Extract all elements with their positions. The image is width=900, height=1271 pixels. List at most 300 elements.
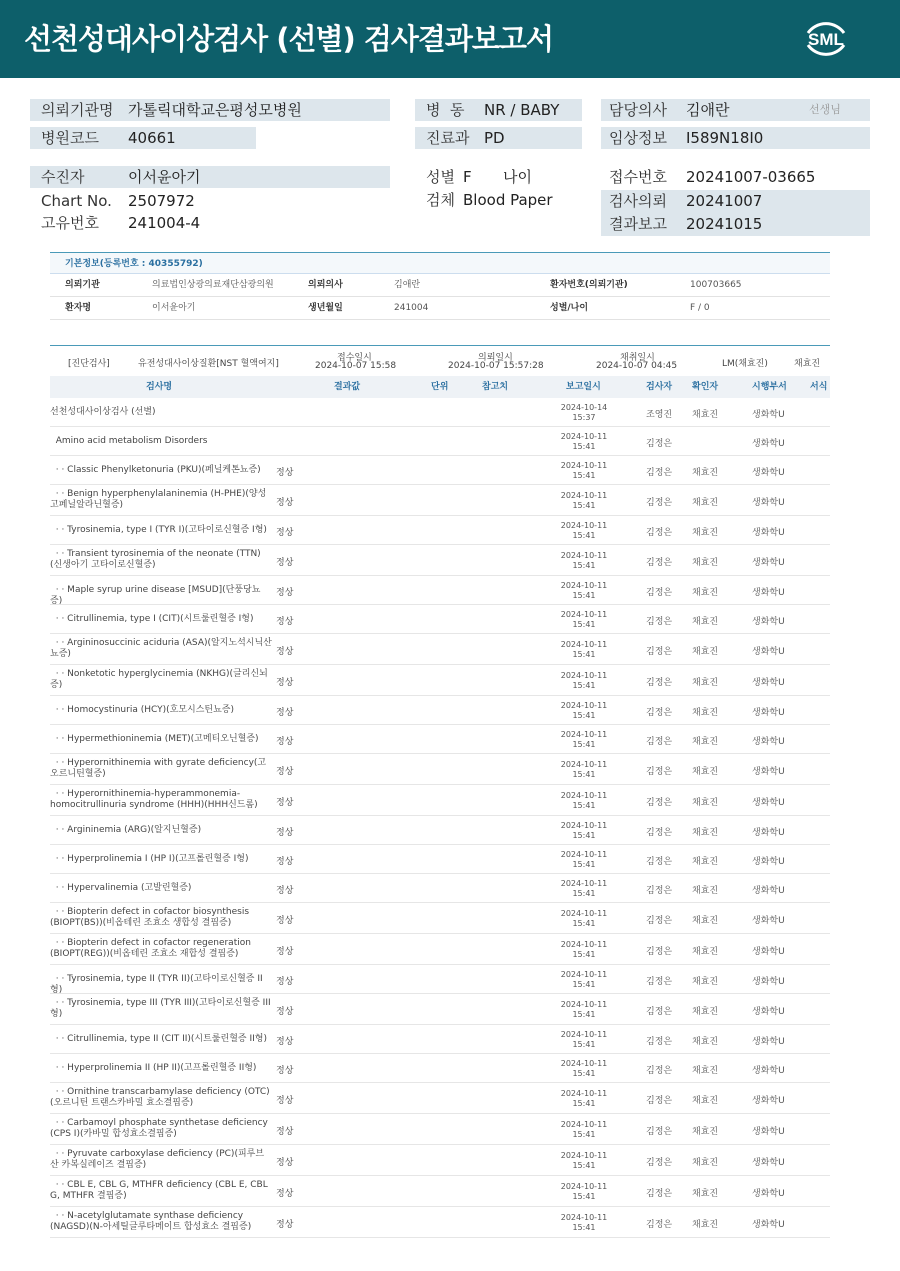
hospital-code-label: 병원코드 bbox=[41, 129, 99, 147]
basic-info-row bbox=[50, 274, 830, 297]
tester: 김정은 bbox=[646, 708, 673, 718]
report-date: 2024-10-11 bbox=[560, 1213, 608, 1222]
report-time: 15:41 bbox=[572, 770, 596, 779]
tester: 김정은 bbox=[646, 468, 673, 478]
confirmer: 채효진 bbox=[692, 1220, 719, 1230]
confirmer: 채효진 bbox=[692, 647, 719, 657]
report-date: 2024-10-11 bbox=[560, 640, 608, 649]
test-result: 정상 bbox=[276, 468, 294, 478]
table-row bbox=[50, 576, 830, 605]
test-name: · · Hyperornithinemia with gyrate deficiency(고오르니틴혈증) bbox=[50, 758, 267, 779]
test-name: · · CBL E, CBL G, MTHFR deficiency (CBL E, CBL G, MTHFR 결핍증) bbox=[50, 1180, 271, 1201]
department: 생화학U bbox=[752, 947, 785, 957]
tester: 김정은 bbox=[646, 647, 673, 657]
basic-info-title: 기본정보(등록번호 : 40355792) bbox=[50, 252, 830, 274]
report-datetime bbox=[556, 551, 612, 571]
test-result: 정상 bbox=[276, 558, 294, 568]
report-time: 15:41 bbox=[572, 1099, 596, 1108]
test-result: 정상 bbox=[276, 678, 294, 688]
report-datetime bbox=[556, 432, 612, 452]
results-table bbox=[50, 345, 830, 1238]
confirmer: 채효진 bbox=[692, 708, 719, 718]
report-datetime bbox=[556, 730, 612, 750]
col-test-name: 검사명 bbox=[146, 382, 173, 392]
test-result: 정상 bbox=[276, 798, 294, 808]
test-name: · · Ornithine transcarbamylase deficiency (OTC)(오르니틴 트랜스카바밀 효소결핍증) bbox=[50, 1087, 270, 1108]
tester: 김정은 bbox=[646, 588, 673, 598]
report-datetime bbox=[556, 461, 612, 481]
test-result: 정상 bbox=[276, 1007, 294, 1017]
report-datetime bbox=[556, 581, 612, 601]
test-name: · · Citrullinemia, type I (CIT)(시트룰린혈증 I형) bbox=[50, 614, 254, 624]
tester: 김정은 bbox=[646, 439, 673, 449]
sex-value: F bbox=[463, 168, 472, 186]
field-department bbox=[415, 127, 582, 149]
report-date: 2024-10-11 bbox=[560, 760, 608, 769]
test-name: · · Argininosuccinic aciduria (ASA)(알지노석시닉산뇨증) bbox=[50, 638, 272, 659]
basic-info-section bbox=[50, 252, 830, 320]
table-row bbox=[50, 1207, 830, 1238]
department: 생화학U bbox=[752, 588, 785, 598]
field-ward bbox=[415, 99, 582, 121]
test-result: 정상 bbox=[276, 1037, 294, 1047]
report-time: 15:41 bbox=[572, 591, 596, 600]
basic-info-row bbox=[50, 297, 830, 320]
hospital-code-value: 40661 bbox=[128, 129, 176, 147]
tester: 김정은 bbox=[646, 1220, 673, 1230]
report-time: 15:41 bbox=[572, 740, 596, 749]
tester: 김정은 bbox=[646, 498, 673, 508]
department: 생화학U bbox=[752, 410, 785, 420]
field-doctor bbox=[601, 99, 870, 121]
report-date: 2024-10-11 bbox=[560, 821, 608, 830]
report-date: 2024-10-11 bbox=[560, 940, 608, 949]
report-date: 2024-10-11 bbox=[560, 970, 608, 979]
department: 생화학U bbox=[752, 767, 785, 777]
clinical-info-value: I589N18I0 bbox=[686, 129, 764, 147]
confirmer: 채효진 bbox=[692, 1096, 719, 1106]
report-datetime bbox=[556, 791, 612, 811]
report-datetime bbox=[556, 701, 612, 721]
confirmer: 채효진 bbox=[692, 1066, 719, 1076]
table-row bbox=[50, 874, 830, 903]
receipt-label: 접수일시 bbox=[337, 353, 372, 363]
test-result: 정상 bbox=[276, 588, 294, 598]
tester: 김정은 bbox=[646, 1096, 673, 1106]
table-body bbox=[50, 398, 830, 1238]
table-row bbox=[50, 934, 830, 965]
report-datetime bbox=[556, 970, 612, 990]
report-title: 선천성대사이상검사 (선별) 검사결과보고서 bbox=[24, 22, 553, 56]
report-date: 2024-10-11 bbox=[560, 701, 608, 710]
test-name: · · Transient tyrosinemia of the neonate (TTN)(신생아기 고타이로신혈증) bbox=[50, 549, 261, 570]
department: 생화학U bbox=[752, 468, 785, 478]
basic-value: 김애란 bbox=[394, 280, 421, 290]
tester: 김정은 bbox=[646, 1007, 673, 1017]
report-datetime bbox=[556, 610, 612, 630]
sml-logo bbox=[800, 13, 852, 65]
basic-key: 의뢰기관 bbox=[65, 280, 100, 290]
department: 생화학U bbox=[752, 498, 785, 508]
report-datetime bbox=[556, 491, 612, 511]
patient-label: 수진자 bbox=[41, 168, 85, 186]
collect-time: 2024-10-07 04:45 bbox=[596, 361, 678, 371]
report-time: 15:41 bbox=[572, 561, 596, 570]
tester: 김정은 bbox=[646, 798, 673, 808]
field-unique-no bbox=[30, 212, 390, 234]
tester: 김정은 bbox=[646, 1066, 673, 1076]
table-row bbox=[50, 398, 830, 427]
col-result: 결과값 bbox=[334, 382, 361, 392]
test-name: · · Argininemia (ARG)(알지닌혈증) bbox=[50, 825, 202, 835]
confirmer: 채효진 bbox=[692, 767, 719, 777]
table-row bbox=[50, 516, 830, 545]
department: 생화학U bbox=[752, 647, 785, 657]
report-datetime bbox=[556, 1182, 612, 1202]
report-datetime bbox=[556, 940, 612, 960]
test-result: 정상 bbox=[276, 977, 294, 987]
test-name: · · N-acetylglutamate synthase deficiency (NAGSD)(N-아세틸글루타메이트 합성효소 결핍증) bbox=[50, 1211, 252, 1232]
test-name: · · Homocystinuria (HCY)(호모시스틴뇨증) bbox=[50, 705, 234, 715]
report-time: 15:41 bbox=[572, 531, 596, 540]
report-date: 2024-10-11 bbox=[560, 1000, 608, 1009]
table-row bbox=[50, 427, 830, 456]
report-date: 2024-10-11 bbox=[560, 879, 608, 888]
table-row bbox=[50, 816, 830, 845]
test-result: 정상 bbox=[276, 1189, 294, 1199]
tester: 김정은 bbox=[646, 1189, 673, 1199]
test-result: 정상 bbox=[276, 886, 294, 896]
table-row bbox=[50, 754, 830, 785]
basic-key: 환자명 bbox=[65, 303, 92, 313]
report-datetime bbox=[556, 1059, 612, 1079]
report-header bbox=[0, 0, 900, 78]
test-name: · · Nonketotic hyperglycinemia (NKHG)(글리신뇌증) bbox=[50, 669, 268, 690]
report-time: 15:41 bbox=[572, 620, 596, 629]
test-result: 정상 bbox=[276, 708, 294, 718]
logo-text: SML bbox=[808, 30, 844, 49]
department: 생화학U bbox=[752, 828, 785, 838]
test-result: 정상 bbox=[276, 1158, 294, 1168]
report-datetime bbox=[556, 760, 612, 780]
test-name: 선천성대사이상검사 (선별) bbox=[50, 407, 156, 417]
table-row bbox=[50, 845, 830, 874]
report-datetime bbox=[556, 850, 612, 870]
test-name: · · Biopterin defect in cofactor biosynthesis (BIOPT(BS))(비옵테린 조효소 생합성 결핍증) bbox=[50, 907, 252, 928]
test-name: · · Carbamoyl phosphate synthetase deficiency (CPS I)(카바밀 합성효소결핍증) bbox=[50, 1118, 271, 1139]
receipt-time: 2024-10-07 15:58 bbox=[315, 361, 397, 371]
report-date: 2024-10-11 bbox=[560, 551, 608, 560]
request-label: 의뢰일시 bbox=[478, 353, 513, 363]
report-time: 15:41 bbox=[572, 980, 596, 989]
department: 생화학U bbox=[752, 708, 785, 718]
test-result: 정상 bbox=[276, 1127, 294, 1137]
report-date: 2024-10-11 bbox=[560, 491, 608, 500]
col-format: 서식 bbox=[810, 382, 828, 392]
field-dates-box bbox=[601, 190, 870, 236]
test-name: · · Maple syrup urine disease [MSUD](단풍당뇨증) bbox=[50, 585, 261, 606]
confirmer: 채효진 bbox=[692, 798, 719, 808]
department: 생화학U bbox=[752, 1158, 785, 1168]
report-time: 15:41 bbox=[572, 831, 596, 840]
test-result: 정상 bbox=[276, 737, 294, 747]
table-row bbox=[50, 605, 830, 634]
ward-value: NR / BABY bbox=[484, 101, 560, 119]
specimen-label: 검체 bbox=[426, 191, 455, 209]
request-date-value: 20241007 bbox=[686, 192, 763, 210]
report-date: 2024-10-11 bbox=[560, 1059, 608, 1068]
table-row bbox=[50, 1176, 830, 1207]
tester: 김정은 bbox=[646, 528, 673, 538]
test-name: · · Tyrosinemia, type I (TYR I)(고타이로신혈증 I형) bbox=[50, 525, 267, 535]
tester: 김정은 bbox=[646, 558, 673, 568]
report-time: 15:41 bbox=[572, 471, 596, 480]
table-row bbox=[50, 1145, 830, 1176]
field-hospital-code bbox=[30, 127, 256, 149]
unique-no-label: 고유번호 bbox=[41, 214, 99, 232]
table-row bbox=[50, 696, 830, 725]
confirmer: 채효진 bbox=[692, 588, 719, 598]
department: 생화학U bbox=[752, 1220, 785, 1230]
report-date: 2024-10-11 bbox=[560, 850, 608, 859]
confirmer: 채효진 bbox=[692, 828, 719, 838]
test-name: · · Classic Phenylketonuria (PKU)(페닐케톤뇨증) bbox=[50, 465, 261, 475]
col-confirmer: 확인자 bbox=[692, 382, 719, 392]
basic-key: 생년월일 bbox=[308, 303, 343, 313]
ward-label: 병 동 bbox=[426, 101, 465, 119]
confirmer: 채효진 bbox=[692, 886, 719, 896]
chart-no-label: Chart No. bbox=[41, 192, 112, 210]
report-time: 15:41 bbox=[572, 1130, 596, 1139]
col-report-time: 보고일시 bbox=[566, 382, 601, 392]
tester: 김정은 bbox=[646, 737, 673, 747]
col-tester: 검사자 bbox=[646, 382, 673, 392]
report-date: 2024-10-11 bbox=[560, 1030, 608, 1039]
tester: 김정은 bbox=[646, 977, 673, 987]
department-label: 진료과 bbox=[426, 129, 470, 147]
table-row bbox=[50, 665, 830, 696]
report-date: 2024-10-11 bbox=[560, 730, 608, 739]
report-datetime bbox=[556, 1000, 612, 1020]
tester: 김정은 bbox=[646, 1127, 673, 1137]
table-row bbox=[50, 1025, 830, 1054]
test-name: · · Tyrosinemia, type III (TYR III)(고타이로신혈증 III형) bbox=[50, 998, 271, 1019]
table-row bbox=[50, 485, 830, 516]
basic-value: F / 0 bbox=[690, 303, 710, 313]
department: 생화학U bbox=[752, 1189, 785, 1199]
report-datetime bbox=[556, 879, 612, 899]
department: 생화학U bbox=[752, 678, 785, 688]
confirmer: 채효진 bbox=[692, 1158, 719, 1168]
report-time: 15:41 bbox=[572, 1040, 596, 1049]
department: 생화학U bbox=[752, 977, 785, 987]
confirmer: 채효진 bbox=[692, 916, 719, 926]
report-datetime bbox=[556, 1213, 612, 1233]
confirmer: 채효진 bbox=[692, 1037, 719, 1047]
report-datetime bbox=[556, 521, 612, 541]
table-row bbox=[50, 903, 830, 934]
test-name: · · Biopterin defect in cofactor regeneration (BIOPT(REG))(비옵테린 조효소 재합성 결핍증) bbox=[50, 938, 254, 959]
age-label: 나이 bbox=[503, 168, 532, 186]
report-time: 15:41 bbox=[572, 1192, 596, 1201]
field-sex-age bbox=[415, 166, 582, 188]
report-time: 15:41 bbox=[572, 889, 596, 898]
report-time: 15:41 bbox=[572, 801, 596, 810]
test-name: · · Hyperprolinemia I (HP I)(고프롤린혈증 I형) bbox=[50, 854, 249, 864]
report-date: 2024-10-11 bbox=[560, 610, 608, 619]
doctor-suffix: 선생님 bbox=[809, 103, 841, 116]
report-datetime bbox=[556, 909, 612, 929]
report-date: 2024-10-11 bbox=[560, 1120, 608, 1129]
department: 생화학U bbox=[752, 439, 785, 449]
department: 생화학U bbox=[752, 737, 785, 747]
report-time: 15:37 bbox=[572, 413, 596, 422]
report-time: 15:41 bbox=[572, 501, 596, 510]
confirmer: 채효진 bbox=[692, 678, 719, 688]
report-time: 15:41 bbox=[572, 1010, 596, 1019]
department-value: PD bbox=[484, 129, 505, 147]
department: 생화학U bbox=[752, 558, 785, 568]
report-date: 2024-10-14 bbox=[560, 403, 608, 412]
department: 생화학U bbox=[752, 1007, 785, 1017]
test-name: · · Benign hyperphenylalaninemia (H-PHE)(양성 고페닐알라닌혈증) bbox=[50, 489, 270, 510]
confirmer: 채효진 bbox=[692, 498, 719, 508]
report-date: 2024-10-11 bbox=[560, 791, 608, 800]
report-time: 15:41 bbox=[572, 919, 596, 928]
department: 생화학U bbox=[752, 1127, 785, 1137]
field-patient bbox=[30, 166, 390, 188]
test-result: 정상 bbox=[276, 828, 294, 838]
field-clinical-info bbox=[601, 127, 870, 149]
report-datetime bbox=[556, 1089, 612, 1109]
department: 생화학U bbox=[752, 1066, 785, 1076]
tester: 김정은 bbox=[646, 1158, 673, 1168]
table-row bbox=[50, 456, 830, 485]
tester: 김정은 bbox=[646, 1037, 673, 1047]
table-row bbox=[50, 1054, 830, 1083]
department: 생화학U bbox=[752, 528, 785, 538]
test-result: 정상 bbox=[276, 947, 294, 957]
tester: 김정은 bbox=[646, 678, 673, 688]
department: 생화학U bbox=[752, 857, 785, 867]
basic-value: 이서윤아기 bbox=[152, 303, 196, 313]
lm-name: 채효진 bbox=[794, 359, 821, 369]
basic-value: 의료법인상광의료재단삼광의원 bbox=[152, 280, 274, 290]
confirmer: 채효진 bbox=[692, 528, 719, 538]
test-name: · · Hyperornithinemia-hyperammonemia-homocitrullinuria syndrome (HHH)(HHH신드롬) bbox=[50, 789, 258, 810]
department: 생화학U bbox=[752, 886, 785, 896]
table-header bbox=[50, 376, 830, 398]
tester: 김정은 bbox=[646, 947, 673, 957]
confirmer: 채효진 bbox=[692, 617, 719, 627]
confirmer: 채효진 bbox=[692, 410, 719, 420]
receipt-no-label: 접수번호 bbox=[609, 168, 667, 186]
diagnosis-label: [진단검사] bbox=[68, 359, 110, 369]
unique-no-value: 241004-4 bbox=[128, 214, 201, 232]
tester: 김정은 bbox=[646, 857, 673, 867]
institution-label: 의뢰기관명 bbox=[41, 101, 114, 119]
report-date: 2024-10-11 bbox=[560, 1089, 608, 1098]
basic-key: 의뢰의사 bbox=[308, 280, 343, 290]
report-datetime bbox=[556, 403, 612, 423]
test-name: · · Tyrosinemia, type II (TYR II)(고타이로신혈증 II형) bbox=[50, 974, 263, 995]
report-date-value: 20241015 bbox=[686, 215, 763, 233]
request-time: 2024-10-07 15:57:28 bbox=[448, 361, 544, 371]
report-date: 2024-10-11 bbox=[560, 1182, 608, 1191]
report-time: 15:41 bbox=[572, 1223, 596, 1232]
test-name: · · Hyperprolinemia II (HP II)(고프롤린혈증 II형) bbox=[50, 1063, 257, 1073]
report-datetime bbox=[556, 821, 612, 841]
basic-key: 성별/나이 bbox=[550, 303, 589, 313]
table-row bbox=[50, 994, 830, 1025]
table-row bbox=[50, 1114, 830, 1145]
report-date: 2024-10-11 bbox=[560, 461, 608, 470]
col-department: 시행부서 bbox=[752, 382, 787, 392]
tester: 김정은 bbox=[646, 886, 673, 896]
test-result: 정상 bbox=[276, 1096, 294, 1106]
report-datetime bbox=[556, 1030, 612, 1050]
basic-value: 241004 bbox=[394, 303, 429, 313]
test-name: · · Citrullinemia, type II (CIT II)(시트룰린혈증 II형) bbox=[50, 1034, 267, 1044]
report-date: 2024-10-11 bbox=[560, 909, 608, 918]
diagnosis-info-row bbox=[50, 345, 830, 376]
confirmer: 채효진 bbox=[692, 468, 719, 478]
report-time: 15:41 bbox=[572, 442, 596, 451]
report-time: 15:41 bbox=[572, 681, 596, 690]
col-reference: 참고치 bbox=[482, 382, 509, 392]
confirmer: 채효진 bbox=[692, 947, 719, 957]
confirmer: 채효진 bbox=[692, 857, 719, 867]
report-date: 2024-10-11 bbox=[560, 1151, 608, 1160]
test-result: 정상 bbox=[276, 647, 294, 657]
report-datetime bbox=[556, 1120, 612, 1140]
tester: 조영진 bbox=[646, 410, 673, 420]
test-name: Amino acid metabolism Disorders bbox=[50, 436, 208, 446]
field-chart-no bbox=[30, 190, 390, 212]
test-result: 정상 bbox=[276, 528, 294, 538]
clinical-info-label: 임상정보 bbox=[609, 129, 667, 147]
field-specimen bbox=[415, 189, 582, 211]
report-date: 2024-10-11 bbox=[560, 671, 608, 680]
chart-no-value: 2507972 bbox=[128, 192, 195, 210]
test-result: 정상 bbox=[276, 617, 294, 627]
report-datetime bbox=[556, 1151, 612, 1171]
table-row bbox=[50, 1083, 830, 1114]
doctor-value: 김애란 bbox=[686, 101, 730, 119]
test-result: 정상 bbox=[276, 916, 294, 926]
department: 생화학U bbox=[752, 916, 785, 926]
test-result: 정상 bbox=[276, 857, 294, 867]
test-result: 정상 bbox=[276, 1220, 294, 1230]
test-result: 정상 bbox=[276, 498, 294, 508]
patient-value: 이서윤아기 bbox=[128, 168, 201, 186]
table-row bbox=[50, 785, 830, 816]
report-time: 15:41 bbox=[572, 860, 596, 869]
report-date: 2024-10-11 bbox=[560, 432, 608, 441]
field-institution bbox=[30, 99, 390, 121]
report-date: 2024-10-11 bbox=[560, 581, 608, 590]
basic-key: 환자번호(의뢰기관) bbox=[550, 280, 628, 290]
tester: 김정은 bbox=[646, 617, 673, 627]
department: 생화학U bbox=[752, 617, 785, 627]
request-date-label: 검사의뢰 bbox=[609, 192, 667, 210]
basic-value: 100703665 bbox=[690, 280, 742, 290]
table-row bbox=[50, 634, 830, 665]
tester: 김정은 bbox=[646, 916, 673, 926]
collect-label: 채취일시 bbox=[620, 353, 655, 363]
test-name: · · Hypervalinemia (고발린혈증) bbox=[50, 883, 192, 893]
test-name: · · Pyruvate carboxylase deficiency (PC)(피루브산 카복실레이즈 결핍증) bbox=[50, 1149, 265, 1170]
